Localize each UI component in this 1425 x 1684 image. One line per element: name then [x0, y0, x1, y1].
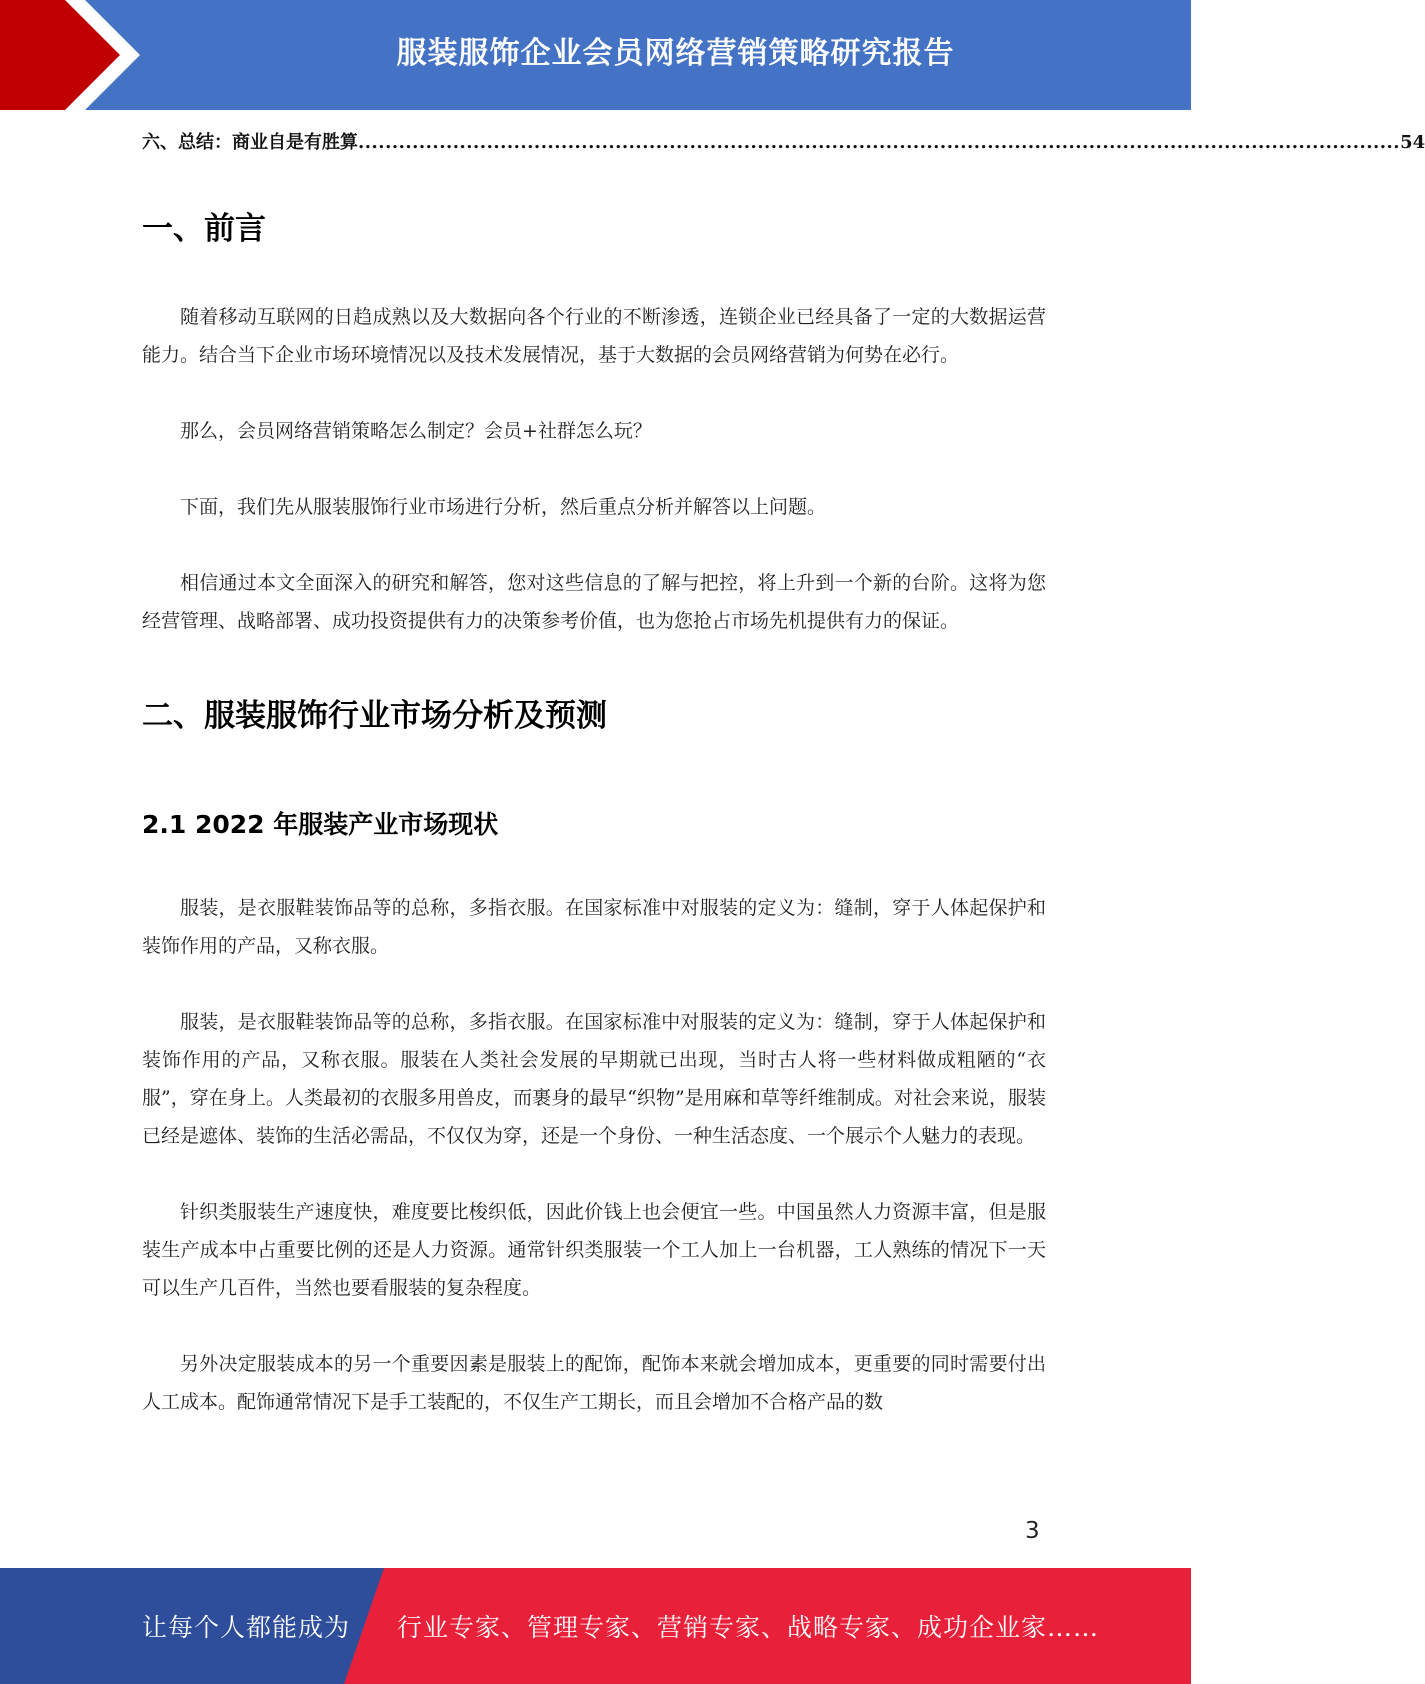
subsection-heading: 2.1 2022 年服装产业市场现状 [142, 810, 499, 839]
header-arrow-decoration [0, 0, 160, 110]
intro-paragraph: 相信通过本文全面深入的研究和解答，您对这些信息的了解与把控，将上升到一个新的台阶。这将为您经营管理、战略部署、成功投资提供有力的决策参考价值，也为您抢占市场先机提供有力的保证。 [142, 572, 1046, 632]
section-heading-intro: 一、前言 [142, 211, 266, 247]
toc-entry[interactable] [142, 128, 1425, 158]
footer-slogan-right: 行业专家、管理专家、营销专家、战略专家、成功企业家…… [397, 1613, 1100, 1642]
intro-paragraph: 下面，我们先从服装服饰行业市场进行分析，然后重点分析并解答以上问题。 [180, 496, 827, 518]
market-paragraph: 服装，是衣服鞋装饰品等的总称，多指衣服。在国家标准中对服装的定义为：缝制，穿于人体起保护和装饰作用的产品，又称衣服。 [142, 897, 1046, 957]
market-paragraph: 针织类服装生产速度快，难度要比梭织低，因此价钱上也会便宜一些。中国虽然人力资源丰富，但是服装生产成本中占重要比例的还是人力资源。通常针织类服装一个工人加上一台机器，工人熟练的情况下一天可以生产几百件，当然也要看服装的复杂程度。 [142, 1201, 1046, 1299]
document-body [142, 128, 1425, 1421]
footer-slogan-left: 让每个人都能成为 [142, 1613, 351, 1642]
toc-page-number: 54 [1400, 132, 1425, 153]
toc-leader-dots: .......................................................................................................................................................... [358, 132, 1401, 153]
market-paragraph: 服装，是衣服鞋装饰品等的总称，多指衣服。在国家标准中对服装的定义为：缝制，穿于人体起保护和装饰作用的产品，又称衣服。服装在人类社会发展的早期就已出现，当时古人将一些材料做成粗陋的“衣服”，穿在身上。人类最初的衣服多用兽皮，而裹身的最早“织物”是用麻和草等纤维制成。对社会来说，服装已经是遮体、装饰的生活必需品，不仅仅为穿，还是一个身份、一种生活态度、一个展示个人魅力的表现。 [142, 1011, 1046, 1147]
report-title: 服装服饰企业会员网络营销策略研究报告 [396, 36, 955, 71]
section-heading-market: 二、服装服饰行业市场分析及预测 [142, 698, 607, 734]
page-header [0, 0, 1191, 110]
page-number: 3 [1025, 1518, 1040, 1544]
intro-paragraph: 那么，会员网络营销策略怎么制定？会员+社群怎么玩？ [180, 420, 652, 442]
toc-entry-label: 六、总结：商业自是有胜算 [142, 132, 358, 153]
market-paragraph: 另外决定服装成本的另一个重要因素是服装上的配饰，配饰本来就会增加成本，更重要的同时需要付出人工成本。配饰通常情况下是手工装配的，不仅生产工期长，而且会增加不合格产品的数 [142, 1353, 1046, 1413]
intro-paragraph: 随着移动互联网的日趋成熟以及大数据向各个行业的不断渗透，连锁企业已经具备了一定的大数据运营能力。结合当下企业市场环境情况以及技术发展情况，基于大数据的会员网络营销为何势在必行。 [142, 306, 1046, 366]
page-footer [0, 1568, 1191, 1684]
